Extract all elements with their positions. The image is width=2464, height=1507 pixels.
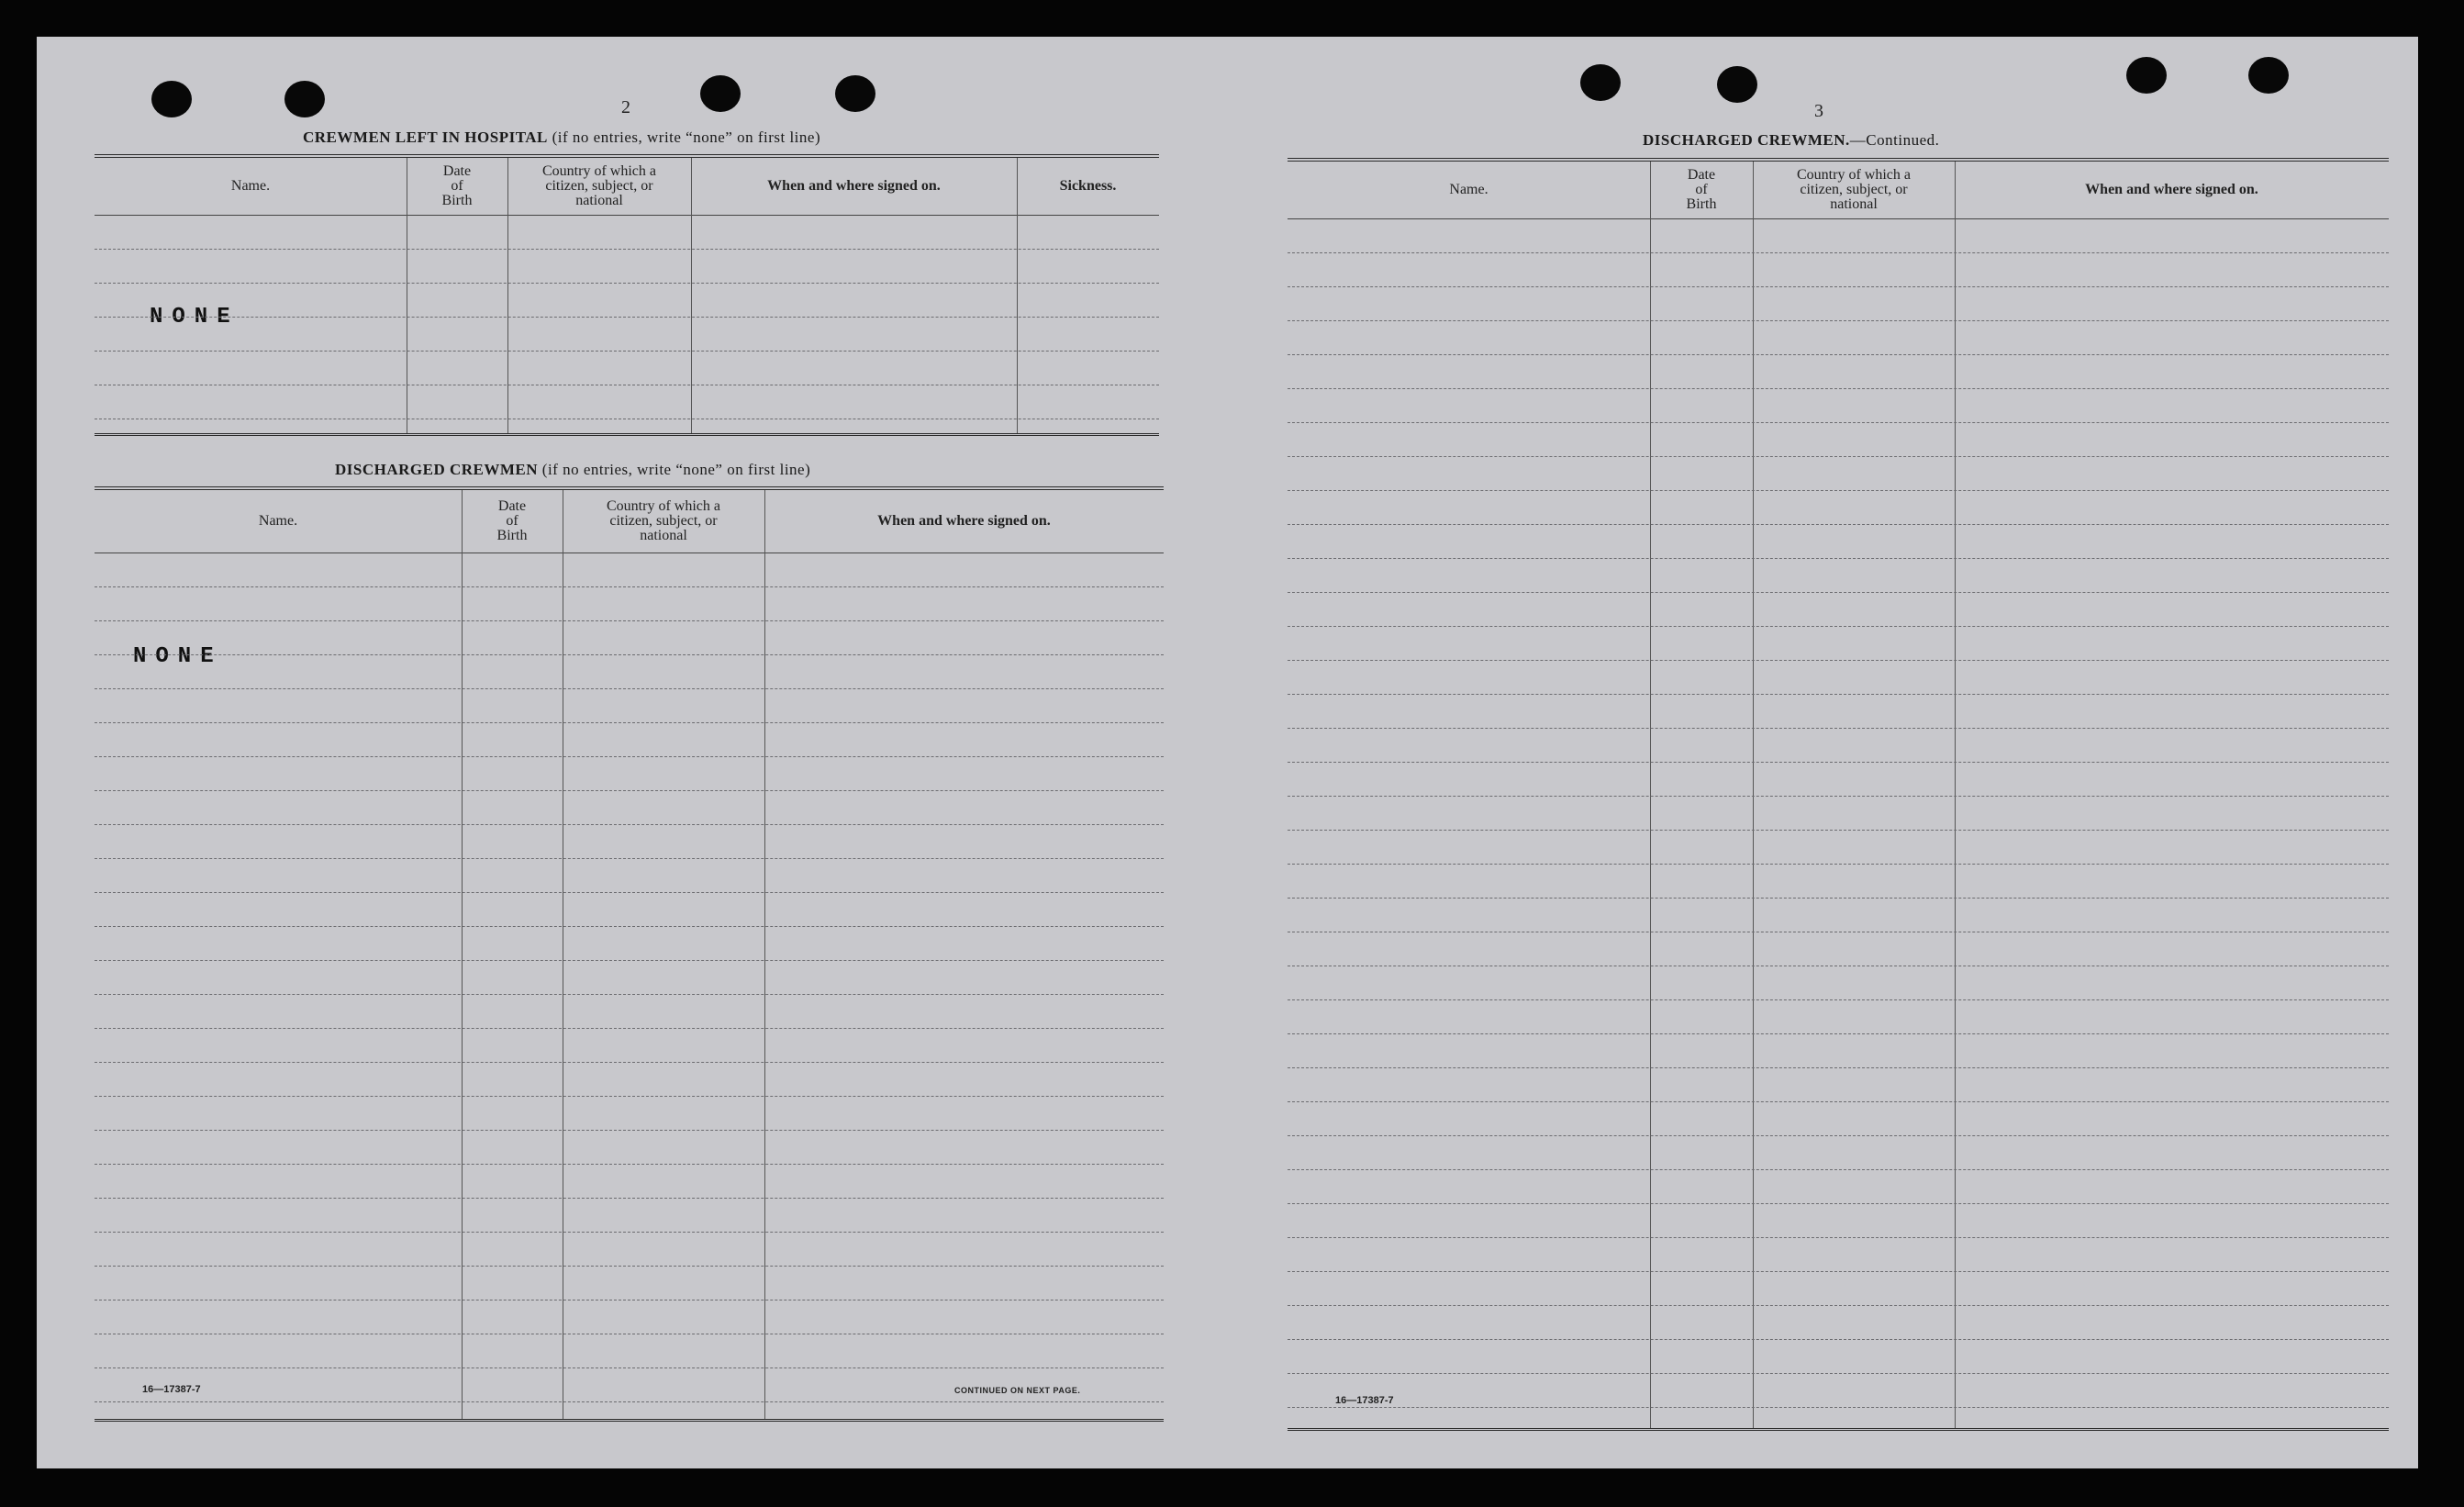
ruled-line xyxy=(95,1062,1164,1063)
ruled-line xyxy=(1288,1067,2389,1068)
ruled-line xyxy=(1288,1101,2389,1102)
col-header-signed-on: When and where signed on. xyxy=(2085,182,2258,197)
document-sheet xyxy=(37,37,2418,1468)
ruled-line xyxy=(95,1232,1164,1233)
col-divider xyxy=(691,158,692,433)
ruled-line xyxy=(95,790,1164,791)
ruled-line xyxy=(95,722,1164,723)
col-header-country: Country of which a citizen, subject, or national xyxy=(607,498,720,543)
ruled-line xyxy=(95,1130,1164,1131)
hospital-table-header xyxy=(95,158,1159,216)
col-divider xyxy=(1955,162,1956,1428)
ruled-line xyxy=(1288,1169,2389,1170)
ruled-line xyxy=(1288,1237,2389,1238)
ruled-line xyxy=(1288,694,2389,695)
ruled-line xyxy=(1288,456,2389,457)
ruled-line xyxy=(95,824,1164,825)
col-divider xyxy=(507,158,508,433)
ruled-line xyxy=(1288,524,2389,525)
discharged-table xyxy=(95,486,1164,1422)
col-header-date-of-birth: Date of Birth xyxy=(496,498,528,543)
ruled-line xyxy=(95,1096,1164,1097)
ruled-line xyxy=(1288,796,2389,797)
col-header-date-of-birth: Date of Birth xyxy=(1686,167,1717,212)
discharged-continued-title xyxy=(1643,131,1939,150)
ruled-line xyxy=(1288,830,2389,831)
ruled-line xyxy=(1288,1339,2389,1340)
ruled-line xyxy=(95,1198,1164,1199)
ruled-line xyxy=(95,858,1164,859)
col-divider xyxy=(1017,158,1018,433)
ruled-line xyxy=(1288,1407,2389,1408)
ruled-line xyxy=(95,249,1159,250)
form-number-right: 16—17387-7 xyxy=(1335,1395,1394,1406)
discharged-continued-caps: DISCHARGED CREWMEN. xyxy=(1643,131,1850,149)
discharged-table-header xyxy=(95,490,1164,553)
discharged-section-title xyxy=(335,461,810,479)
ruled-line xyxy=(1288,898,2389,899)
ruled-line xyxy=(95,892,1164,893)
ruled-line xyxy=(95,620,1164,621)
ruled-line xyxy=(95,688,1164,689)
ruled-line xyxy=(1288,558,2389,559)
ruled-line xyxy=(95,654,1164,655)
col-header-name: Name. xyxy=(1449,182,1488,197)
ruled-line xyxy=(95,1266,1164,1267)
punch-hole xyxy=(1580,64,1621,101)
col-header-sickness: Sickness. xyxy=(1059,178,1117,194)
ruled-line xyxy=(95,283,1159,284)
punch-hole xyxy=(284,81,325,117)
col-divider xyxy=(1753,162,1754,1428)
ruled-line xyxy=(1288,864,2389,865)
punch-hole xyxy=(2248,57,2289,94)
hospital-section-title xyxy=(303,128,820,147)
ruled-line xyxy=(1288,422,2389,423)
punch-hole xyxy=(835,75,875,112)
hospital-entry-none: NONE xyxy=(150,305,240,329)
ruled-line xyxy=(95,756,1164,757)
ruled-line xyxy=(1288,660,2389,661)
ruled-line xyxy=(95,926,1164,927)
ruled-line xyxy=(1288,762,2389,763)
hospital-title-caps: CREWMEN LEFT IN HOSPITAL xyxy=(303,128,548,146)
col-header-name: Name. xyxy=(258,513,298,529)
ruled-line xyxy=(1288,1305,2389,1306)
page-number-right: 3 xyxy=(1814,101,1823,121)
ruled-line xyxy=(95,351,1159,352)
col-divider xyxy=(1650,162,1651,1428)
punch-hole xyxy=(1717,66,1757,103)
ruled-line xyxy=(1288,1373,2389,1374)
ruled-line xyxy=(1288,490,2389,491)
punch-hole xyxy=(151,81,192,117)
ruled-line xyxy=(1288,354,2389,355)
ruled-line xyxy=(1288,388,2389,389)
ruled-line xyxy=(1288,626,2389,627)
col-divider xyxy=(462,490,463,1419)
ruled-line xyxy=(95,1367,1164,1368)
discharged-continued-header xyxy=(1288,162,2389,219)
ruled-line xyxy=(95,960,1164,961)
ruled-line xyxy=(1288,728,2389,729)
ruled-line xyxy=(1288,1203,2389,1204)
ruled-line xyxy=(95,317,1159,318)
ruled-line xyxy=(1288,286,2389,287)
ruled-line xyxy=(1288,320,2389,321)
ruled-line xyxy=(1288,999,2389,1000)
ruled-line xyxy=(1288,252,2389,253)
ruled-line xyxy=(95,994,1164,995)
punch-hole xyxy=(700,75,741,112)
ruled-line xyxy=(1288,1033,2389,1034)
col-header-date-of-birth: Date of Birth xyxy=(441,163,473,208)
col-header-name: Name. xyxy=(230,178,271,194)
col-header-signed-on: When and where signed on. xyxy=(767,178,941,194)
ruled-line xyxy=(1288,1135,2389,1136)
discharged-continued-table xyxy=(1288,158,2389,1431)
col-header-country: Country of which a citizen, subject, or national xyxy=(1797,167,1911,212)
form-number-left: 16—17387-7 xyxy=(142,1384,201,1395)
ruled-line xyxy=(95,586,1164,587)
ruled-line xyxy=(1288,1271,2389,1272)
col-header-signed-on: When and where signed on. xyxy=(877,513,1051,529)
punch-hole xyxy=(2126,57,2167,94)
discharged-entry-none: NONE xyxy=(133,644,223,669)
discharged-title-note: (if no entries, write “none” on first line) xyxy=(541,461,811,478)
ruled-line xyxy=(1288,592,2389,593)
ruled-line xyxy=(95,1401,1164,1402)
discharged-title-caps: DISCHARGED CREWMEN xyxy=(335,461,539,478)
continued-on-next-page: CONTINUED ON NEXT PAGE. xyxy=(954,1386,1081,1395)
col-divider xyxy=(764,490,765,1419)
hospital-title-note: (if no entries, write “none” on first line) xyxy=(552,128,821,146)
discharged-continued-note: —Continued. xyxy=(1849,131,1940,149)
page-number-left: 2 xyxy=(621,97,630,117)
hospital-table xyxy=(95,154,1159,436)
col-header-country: Country of which a citizen, subject, or national xyxy=(542,163,656,208)
ruled-line xyxy=(95,1164,1164,1165)
ruled-line xyxy=(95,1028,1164,1029)
